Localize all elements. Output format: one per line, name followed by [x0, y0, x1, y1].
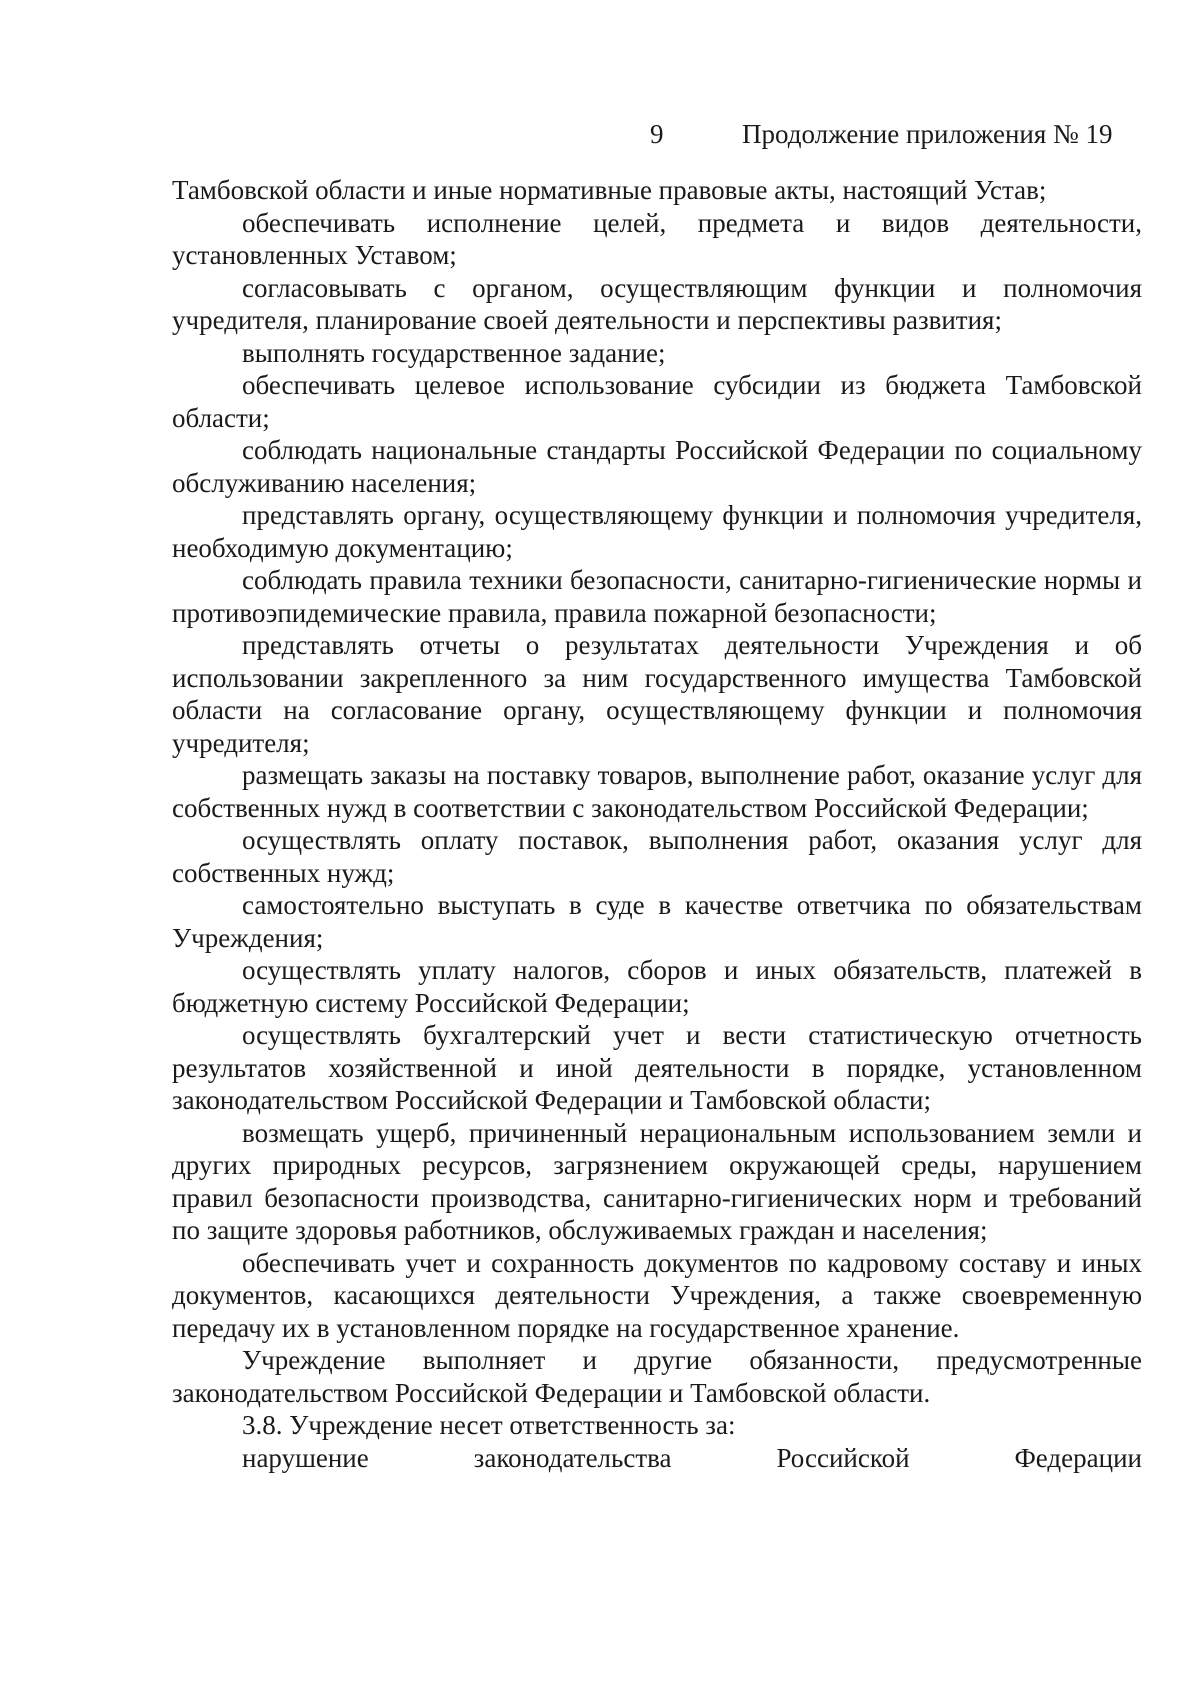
document-body	[172, 174, 1142, 1474]
page-header	[0, 114, 1200, 154]
paragraph: самостоятельно выступать в суде в качестве ответчика по обязательствам Учреждения;	[172, 890, 1142, 953]
paragraph: осуществлять уплату налогов, сборов и иных обязательств, платежей в бюджетную систему Российской Федерации;	[172, 955, 1142, 1018]
paragraph: согласовывать с органом, осуществляющим функции и полномочия учредителя, планирование своей деятельности и перспективы развития;	[172, 272, 1142, 335]
paragraph: обеспечивать целевое использование субсидии из бюджета Тамбовской области;	[172, 370, 1142, 433]
paragraph: осуществлять бухгалтерский учет и вести статистическую отчетность результатов хозяйственной и иной деятельности в порядке, установленном законодательством Российской Федерации и Тамбовской области;	[172, 1020, 1142, 1115]
paragraph: представлять отчеты о результатах деятельности Учреждения и об использовании закрепленного за ним государственного имущества Тамбовской области на согласование органу, осуществляющему функции и полномочия учредителя;	[172, 630, 1142, 758]
appendix-continuation-label: Продолжение приложения № 19	[742, 119, 1113, 149]
paragraph: осуществлять оплату поставок, выполнения работ, оказания услуг для собственных нужд;	[172, 825, 1142, 888]
paragraph: соблюдать национальные стандарты Российской Федерации по социальному обслуживанию населения;	[172, 435, 1142, 498]
paragraph: Тамбовской области и иные нормативные правовые акты, настоящий Устав;	[172, 175, 1047, 205]
section-heading: 3.8. Учреждение несет ответственность за:	[242, 1410, 736, 1440]
paragraph: соблюдать правила техники безопасности, санитарно-гигиенические нормы и противоэпидемические правила, правила пожарной безопасности;	[172, 565, 1142, 628]
paragraph: возмещать ущерб, причиненный нерациональным использованием земли и других природных ресурсов, загрязнением окружающей среды, нарушением правил безопасности производства, санитарно-гигиенических норм и требований по защите здоровья работников, обслуживаемых граждан и населения;	[172, 1117, 1142, 1245]
paragraph: нарушение законодательства Российской Федерации	[242, 1442, 1142, 1473]
paragraph: обеспечивать исполнение целей, предмета и видов деятельности, установленных Уставом;	[172, 207, 1142, 270]
paragraph: обеспечивать учет и сохранность документов по кадровому составу и иных документов, касающихся деятельности Учреждения, а также своевременную передачу их в установленном порядке на государственное хранение.	[172, 1247, 1142, 1343]
paragraph: выполнять государственное задание;	[242, 337, 666, 368]
paragraph: Учреждение выполняет и другие обязанности, предусмотренные законодательством Российской Федерации и Тамбовской области.	[172, 1345, 1142, 1408]
paragraph: размещать заказы на поставку товаров, выполнение работ, оказание услуг для собственных нужд в соответствии с законодательством Российской Федерации;	[172, 760, 1142, 823]
paragraph: представлять органу, осуществляющему функции и полномочия учредителя, необходимую документацию;	[172, 500, 1142, 563]
page-number: 9	[650, 119, 664, 149]
